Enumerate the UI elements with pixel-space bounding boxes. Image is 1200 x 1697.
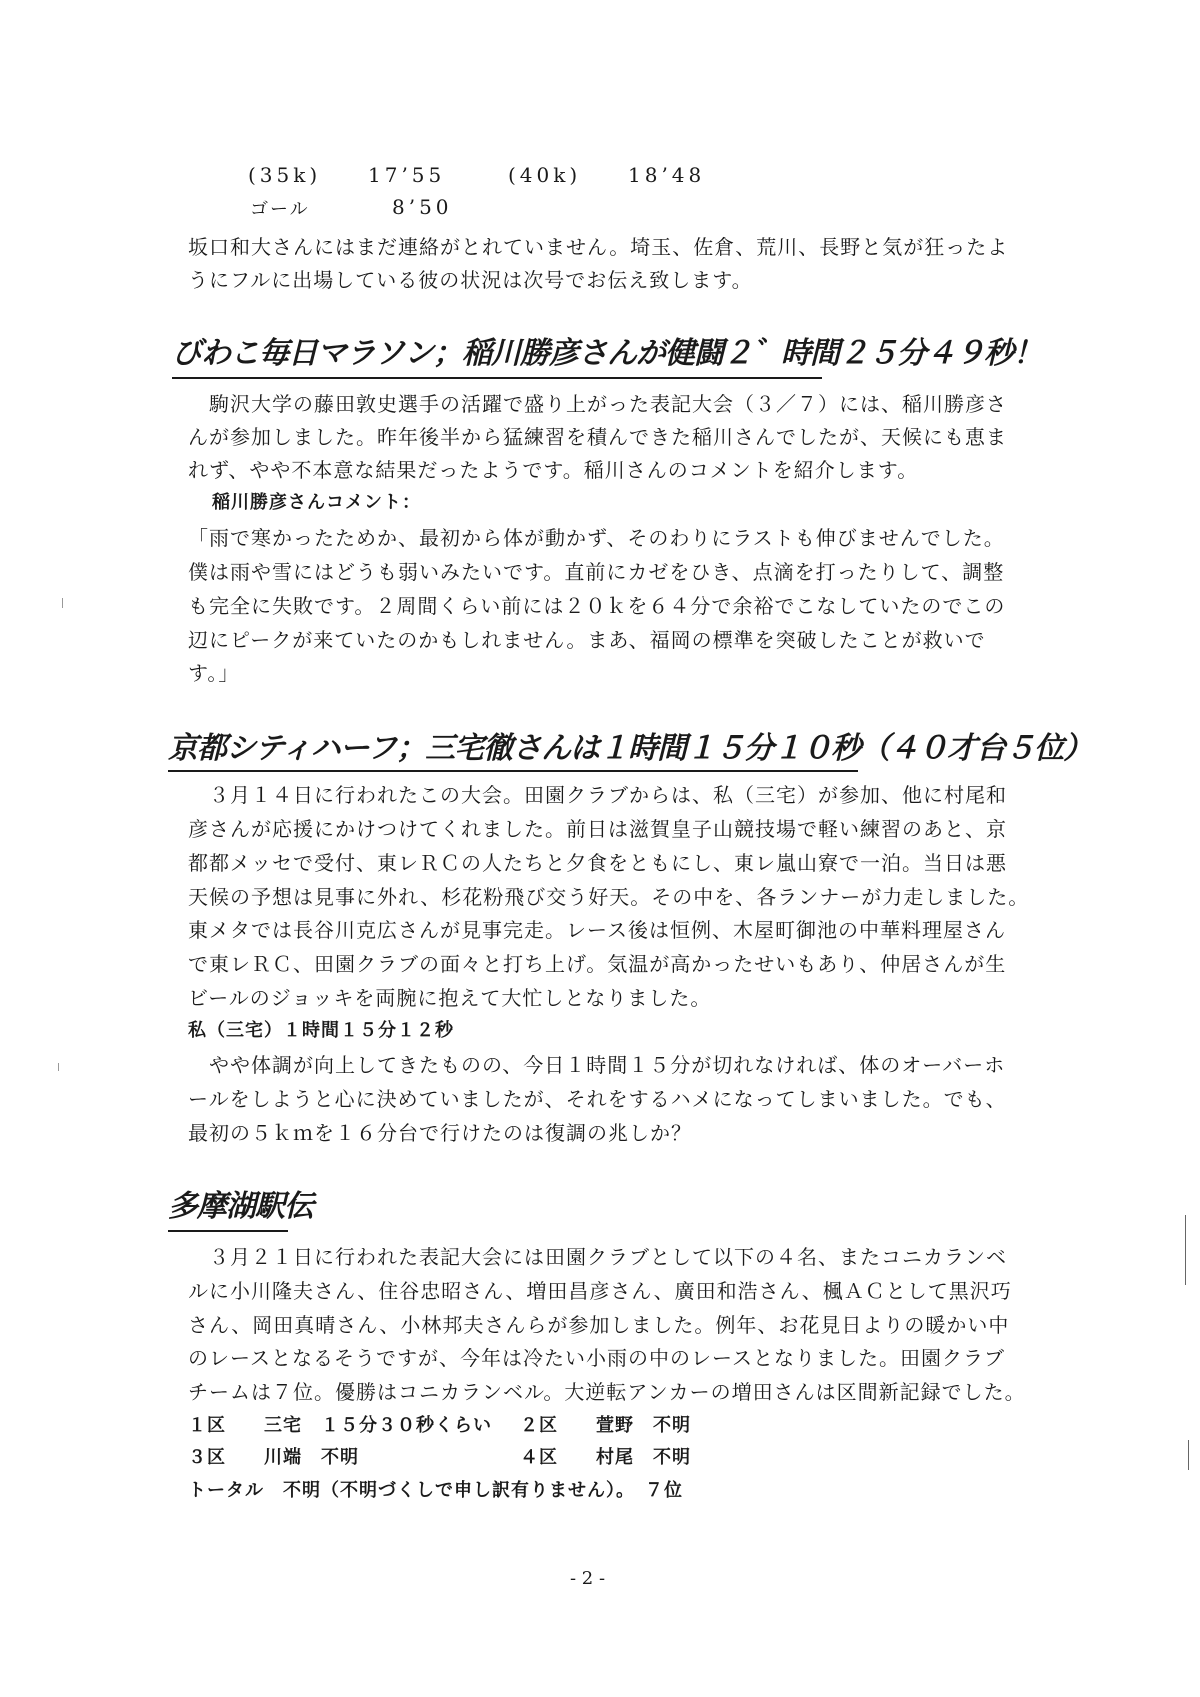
split-goal-time: 8’50	[392, 195, 453, 219]
paragraph-line: チームは７位。優勝はコニカランベル。大逆転アンカーの増田さんは区間新記録でした。	[188, 1380, 1026, 1404]
comment-line: 辺にピークが来ていたのかもしれません。まあ、福岡の標準を突破したことが救いで	[188, 628, 986, 652]
relay-result-left: １区 三宅 １５分３０秒くらい	[188, 1415, 492, 1436]
paragraph-line: ビールのジョッキを両腕に抱えて大忙しとなりました。	[188, 986, 712, 1010]
scan-mark	[1185, 1215, 1186, 1285]
paragraph-line: 東メタでは長谷川克広さんが見事完走。レース後は恒例、木屋町御池の中華料理屋さん	[188, 918, 1006, 942]
paragraph-line: 天候の予想は見事に外れ、杉花粉飛び交う好天。その中を、各ランナーが力走しました。	[188, 885, 1030, 909]
scan-mark	[58, 1063, 59, 1071]
relay-result-right: ４区 村尾 不明	[520, 1447, 691, 1468]
split-40k-time: 18’48	[628, 163, 706, 187]
scan-mark	[1188, 1440, 1189, 1470]
heading-underline	[168, 770, 858, 772]
paragraph-line: んが参加しました。昨年後半から猛練習を積んできた稲川さんでしたが、天候にも恵ま	[188, 425, 1007, 449]
paragraph-line: ３月２１日に行われた表記大会には田園クラブとして以下の４名、またコニカランベ	[188, 1245, 1007, 1269]
heading-underline	[172, 377, 822, 379]
relay-total: トータル 不明（不明づくしで申し訳有りません）。 ７位	[188, 1480, 683, 1501]
heading-underline	[168, 1230, 288, 1232]
relay-result-right: ２区 萱野 不明	[520, 1415, 691, 1436]
paragraph-line: ３月１４日に行われたこの大会。田園クラブからは、私（三宅）が参加、他に村尾和	[188, 783, 1007, 807]
split-40k-label: (40k)	[508, 163, 582, 187]
comment-title: 稲川勝彦さんコメント：	[212, 492, 421, 513]
paragraph-line: 駒沢大学の藤田敦史選手の活躍で盛り上がった表記大会（３／７）には、稲川勝彦さ	[188, 392, 1007, 416]
section-heading-tamako: 多摩湖駅伝	[168, 1189, 313, 1224]
section-heading-biwako: びわこ毎日マラソン；稲川勝彦さんが健闘２゛時間２５分４９秒！	[172, 336, 1042, 371]
paragraph-line: 都都メッセで受付、東レＲＣの人たちと夕食をともにし、東レ嵐山寮で一泊。当日は悪	[188, 851, 1007, 875]
split-35k-label: (35k)	[248, 163, 322, 187]
comment-line: す。」	[188, 661, 240, 685]
scan-mark	[62, 598, 63, 608]
split-goal-label: ゴール	[250, 199, 310, 220]
result-line: ールをしようと心に決めていましたが、それをするハメになってしまいました。でも、	[188, 1087, 1007, 1111]
paragraph-line: さん、岡田真晴さん、小林邦夫さんらが参加しました。例年、お花見日よりの暖かい中	[188, 1313, 1010, 1337]
paragraph-line: ルに小川隆夫さん、住谷忠昭さん、増田昌彦さん、廣田和浩さん、楓ＡＣとして黒沢巧	[188, 1279, 1012, 1303]
comment-line: 「雨で寒かったためか、最初から体が動かず、そのわりにラストも伸びませんでした。	[188, 526, 1005, 550]
result-title: 私（三宅）１時間１５分１２秒	[188, 1020, 454, 1041]
section-heading-kyoto: 京都シティハーフ；三宅徹さんは１時間１５分１０秒（４０才台５位）	[168, 731, 1093, 766]
result-line: やや体調が向上してきたものの、今日１時間１５分が切れなければ、体のオーバーホ	[188, 1053, 1006, 1077]
page-number: - 2 -	[570, 1568, 606, 1589]
paragraph-line: で東レＲＣ、田園クラブの面々と打ち上げ。気温が高かったせいもあり、仲居さんが生	[188, 952, 1007, 976]
paragraph-line: 彦さんが応援にかけつけてくれました。前日は滋賀皇子山競技場で軽い練習のあと、京	[188, 817, 1007, 841]
comment-line: も完全に失敗です。２周間くらい前には２０ｋを６４分で余裕でこなしていたのでこの	[188, 594, 1006, 618]
paragraph-line: れず、やや不本意な結果だったようです。稲川さんのコメントを紹介します。	[188, 458, 919, 482]
comment-line: 僕は雨や雪にはどうも弱いみたいです。直前にカゼをひき、点滴を打ったりして、調整	[188, 560, 1005, 584]
relay-result-left: ３区 川端 不明	[188, 1447, 359, 1468]
split-35k-time: 17’55	[368, 163, 446, 187]
intro-line: うにフルに出場している彼の状況は次号でお伝え致します。	[188, 268, 753, 292]
paragraph-line: のレースとなるそうですが、今年は冷たい小雨の中のレースとなりました。田園クラブ	[188, 1346, 1005, 1370]
result-line: 最初の５ｋｍを１６分台で行けたのは復調の兆しか？	[188, 1121, 692, 1145]
intro-line: 坂口和大さんにはまだ連絡がとれていません。埼玉、佐倉、荒川、長野と気が狂ったよ	[188, 235, 1009, 259]
